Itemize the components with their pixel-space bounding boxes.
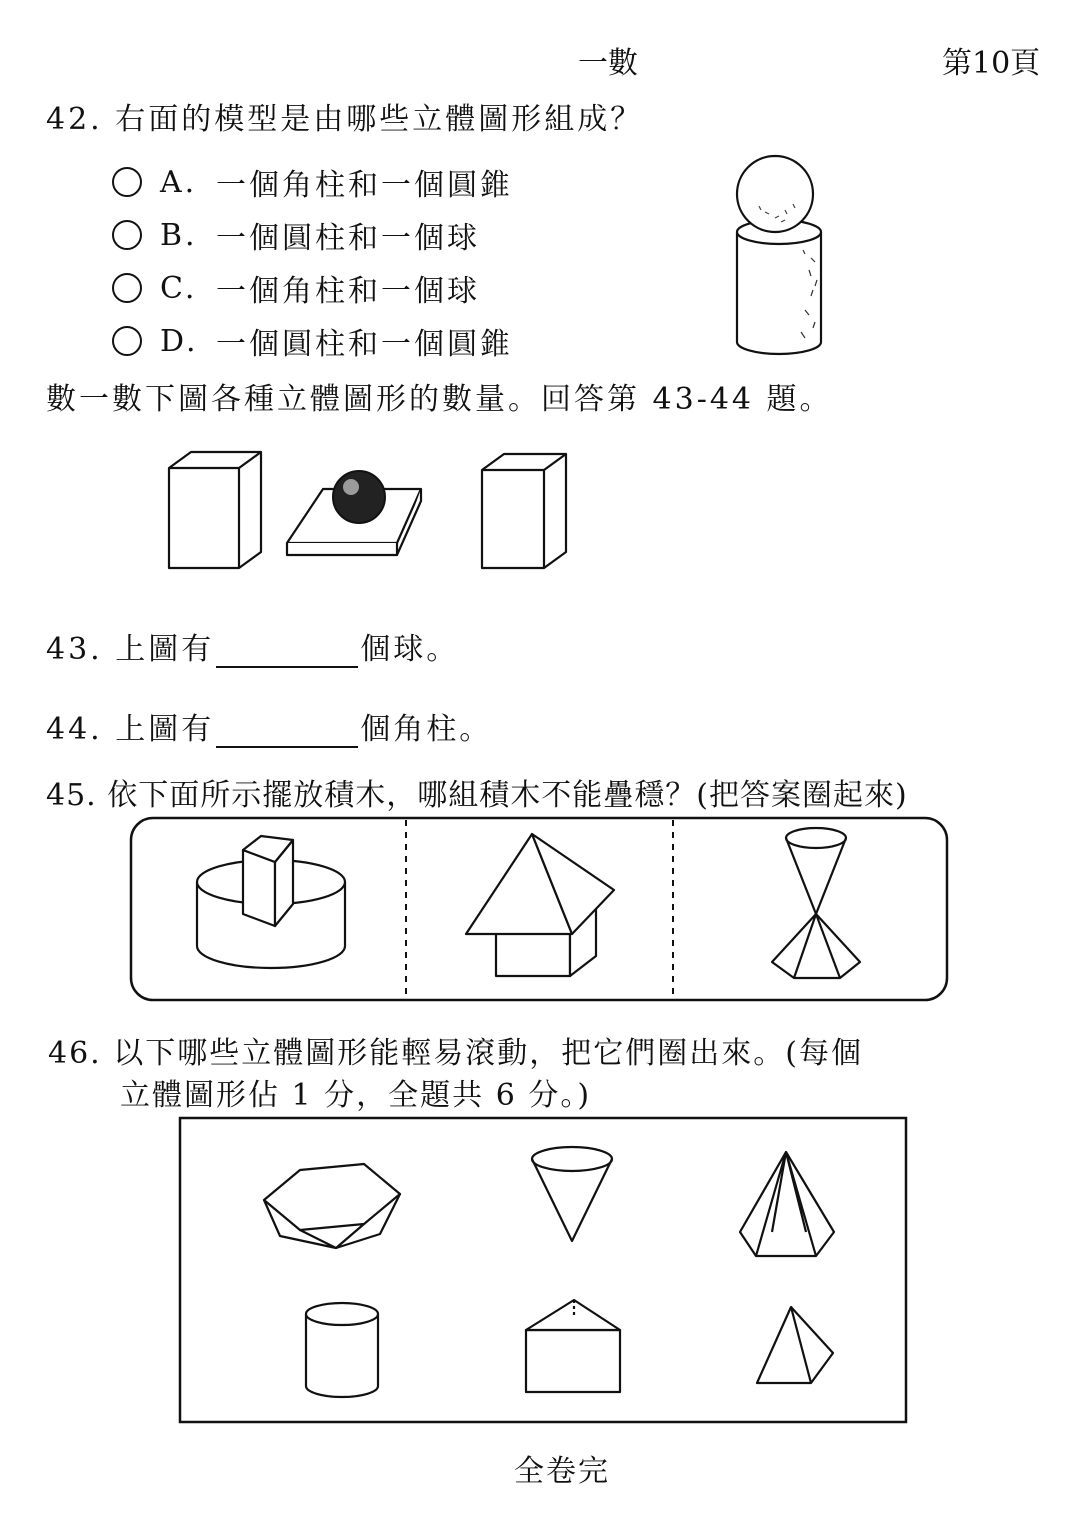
cone-on-pyramid-icon[interactable]	[766, 822, 866, 982]
sphere-on-slab-icon	[283, 467, 433, 567]
hexagonal-prism-icon[interactable]	[260, 1160, 405, 1255]
q43-prefix: 43. 上圖有	[46, 632, 215, 667]
page-number: 第10頁	[942, 46, 1041, 81]
q44-prefix: 44. 上圖有	[46, 712, 215, 747]
radio-circle-icon[interactable]	[112, 220, 142, 250]
option-text: 一個角柱和一個圓錐	[216, 168, 513, 203]
sphere-on-cylinder-figure	[725, 150, 845, 360]
question-45: 45. 依下面所示擺放積木，哪組積木不能疊穩？(把答案圈起來)	[46, 778, 908, 813]
option-c[interactable]	[112, 266, 480, 310]
radio-circle-icon[interactable]	[112, 326, 142, 356]
q43-suffix: 個球。	[360, 632, 460, 667]
option-text: 一個圓柱和一個球	[216, 221, 480, 256]
option-letter: B.	[160, 217, 198, 253]
cylinder-icon[interactable]	[302, 1300, 382, 1405]
triangular-prism-icon[interactable]	[522, 1296, 627, 1396]
option-a[interactable]	[112, 160, 513, 204]
answer-blank-44[interactable]	[216, 718, 358, 748]
q44-suffix: 個角柱。	[360, 712, 493, 747]
subject-title: 一數	[578, 46, 638, 81]
question-44	[46, 704, 492, 748]
instruction-43-44: 數一數下圖各種立體圖形的數量。回答第 43-44 題。	[46, 382, 833, 417]
answer-blank-43[interactable]	[216, 638, 358, 668]
option-text: 一個圓柱和一個圓錐	[216, 327, 513, 362]
pyramid-on-cube-icon[interactable]	[462, 830, 622, 980]
question-43	[46, 624, 459, 668]
rectangular-prism-right-icon	[478, 450, 578, 580]
option-letter: D.	[160, 323, 199, 359]
triangular-prism-on-cylinder-icon[interactable]	[193, 830, 363, 980]
option-d[interactable]	[112, 319, 513, 363]
triangular-pyramid-icon[interactable]	[753, 1303, 838, 1388]
option-b[interactable]	[112, 213, 480, 257]
question-46-line1: 46. 以下哪些立體圖形能輕易滾動，把它們圈出來。(每個	[48, 1036, 863, 1071]
cone-icon[interactable]	[528, 1145, 623, 1245]
option-text: 一個角柱和一個球	[216, 274, 480, 309]
question-42: 42. 右面的模型是由哪些立體圖形組成？	[46, 102, 644, 137]
radio-circle-icon[interactable]	[112, 167, 142, 197]
option-letter: A.	[160, 164, 198, 200]
end-of-paper: 全卷完	[514, 1454, 610, 1489]
option-letter: C.	[160, 270, 198, 306]
rectangular-prism-left-icon	[165, 448, 275, 578]
radio-circle-icon[interactable]	[112, 273, 142, 303]
hexagonal-pyramid-icon[interactable]	[736, 1148, 841, 1263]
question-46-line2: 立體圖形佔 1 分，全題共 6 分。)	[120, 1078, 592, 1113]
